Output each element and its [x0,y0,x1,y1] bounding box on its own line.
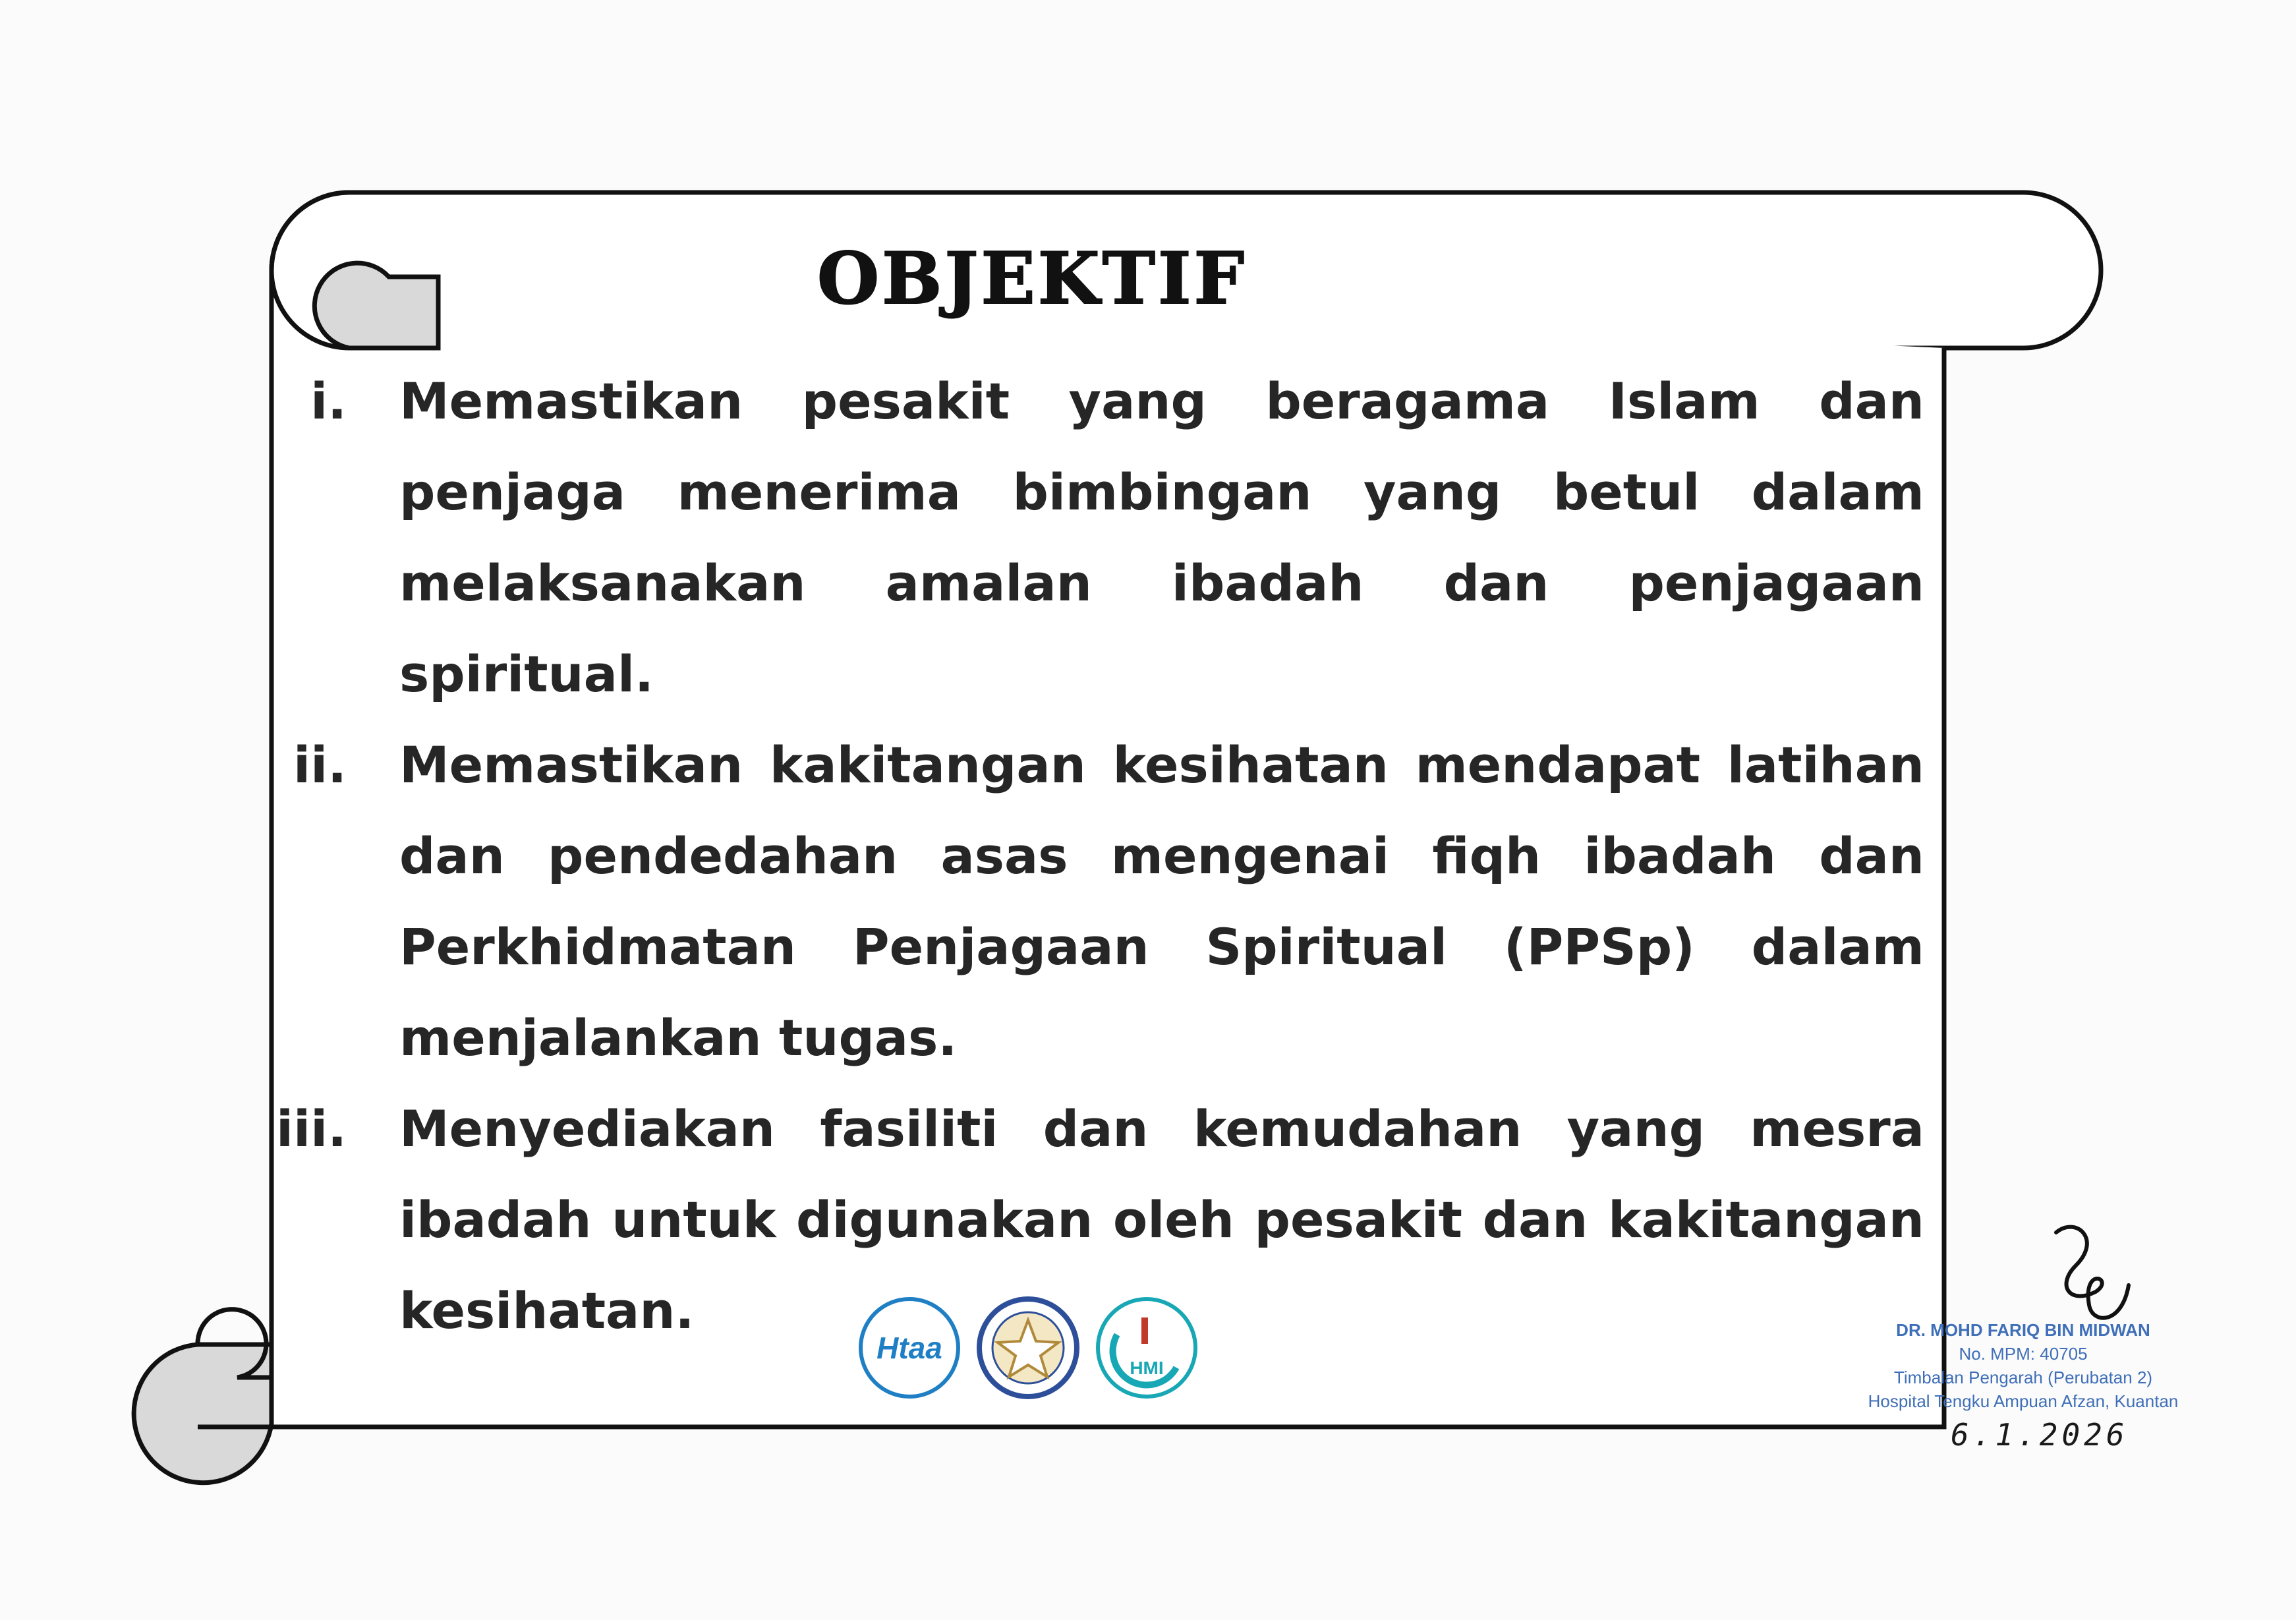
scroll-bottom-curl [134,1345,272,1483]
objective-text: Memastikan pesakit yang beragama Islam dan penjaga menerima bimbingan yang betul dalam melaksanakan amalan ibadah dan penjagaan spiritual. [399,372,1924,703]
objective-number: iii. [275,1099,347,1158]
hmi-logo [1098,1299,1195,1397]
stamp-name: DR. MOHD FARIQ BIN MIDWAN [1896,1320,2150,1340]
official-stamp [1839,1318,2208,1413]
hospital-emblem-logo [979,1299,1077,1397]
objective-number: ii. [293,736,347,794]
objective-text: Menyediakan fasiliti dan kemudahan yang mesra ibadah untuk digunakan oleh pesakit dan kakitangan kesihatan. [399,1099,1924,1340]
scroll-top-curl [314,263,438,348]
svg-text:HMI: HMI [1130,1358,1164,1378]
logo-strip [857,1295,1199,1401]
svg-text:Htaa: Htaa [876,1331,942,1365]
objective-number: i. [310,372,347,430]
signed-date: 6.1.2026 [1951,1417,2129,1453]
page-title: OBJEKTIF [817,237,1248,320]
stamp-position: Timbalan Pengarah (Perubatan 2) [1893,1368,2153,1387]
stamp-mpm: No. MPM: 40705 [1959,1344,2088,1364]
objective-item [270,720,1924,1084]
objective-item [270,356,1924,720]
stamp-hospital: Hospital Tengku Ampuan Afzan, Kuantan [1868,1391,2179,1411]
objectives-list [270,356,1924,1356]
objective-text: Memastikan kakitangan kesihatan mendapat latihan dan pendedahan asas mengenai fiqh ibadah dan Perkhidmatan Penjagaan Spiritual (PPSp) dalam menjalankan tugas. [399,736,1924,1067]
htaa-logo [861,1299,958,1397]
